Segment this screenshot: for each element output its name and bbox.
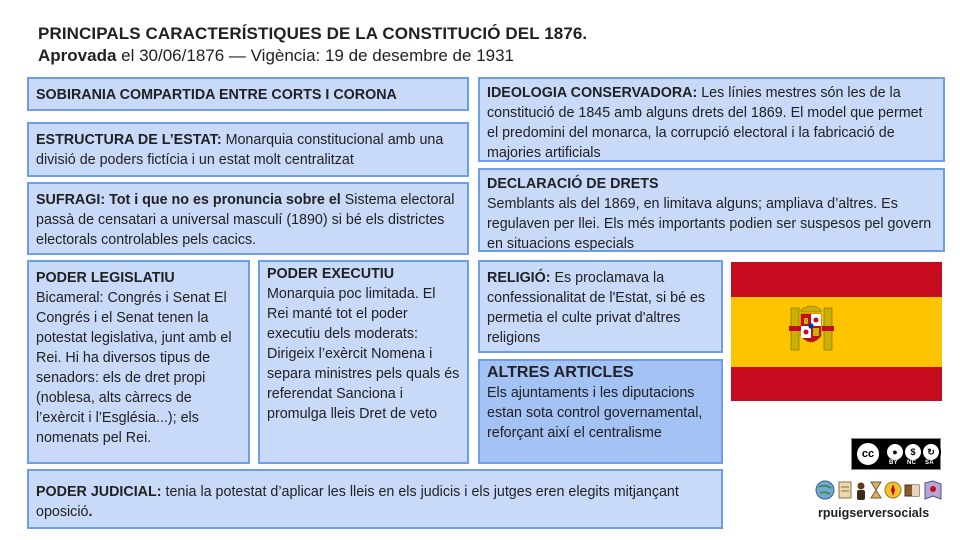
altres-heading: ALTRES ARTICLES	[487, 364, 634, 381]
religio-text: Es proclamava la confessionalitat de l'Estat, si bé es permetia el culte privat d'altres religions	[487, 270, 706, 346]
spanish-flag	[731, 262, 942, 401]
drets-box	[478, 168, 945, 252]
sufragi-text: Sistema electoral passà de censatari a universal masculí (1890) si bé els districtes electorals controlables pels cacics.	[36, 192, 455, 248]
judicial-heading: PODER JUDICIAL:	[36, 484, 162, 500]
judicial-tail: .	[88, 504, 93, 520]
scroll-icon	[839, 482, 851, 498]
brand-label: rpuigserversocials	[818, 506, 930, 520]
religio-heading: RELIGIÓ:	[487, 270, 551, 286]
estructura-box	[27, 122, 469, 177]
page-subtitle	[38, 46, 514, 66]
cc-license-badge	[851, 438, 941, 470]
ideologia-text: Les línies mestres són les de la constitució de 1845 amb alguns drets del 1869. El model que permet el predomini del monarca, la corrupció electoral i la fabricació de majories artificials	[487, 85, 923, 161]
ideologia-box	[478, 77, 945, 162]
sufragi-box	[27, 182, 469, 255]
cc-by-label: BY	[889, 460, 898, 466]
book-icon	[905, 485, 919, 496]
estructura-text: Monarquia constitucional amb una divisió de poders fictícia i un estat molt centralitzat	[36, 132, 444, 168]
flag-stripe-middle	[731, 297, 942, 367]
religio-box	[478, 260, 723, 353]
hourglass-icon	[871, 482, 881, 498]
legislatiu-text: Bicameral: Congrés i Senat El Congrés i el Senat tenen la potestat legislativa, junt amb el Rei. Hi ha diversos tipus de senadors: els de dret propi (noblesa, alts càrrecs de l’exèrcit i l’Església...); els nomenats pel Rei.	[36, 290, 232, 446]
compass-icon	[885, 482, 901, 498]
executiu-text: Monarquia poc limitada. El Rei manté tot el poder executiu dels moderats: Dirigeix l’exèrcit Nomena i separa ministres pels quals és referendat Sanciona i promulga lleis Dret de veto	[267, 286, 460, 422]
person-icon	[857, 483, 865, 501]
judicial-box	[27, 469, 723, 529]
altres-box	[478, 359, 723, 464]
sufragi-heading: SUFRAGI: Tot i que no es pronuncia sobre el	[36, 192, 341, 208]
ideologia-heading: IDEOLOGIA CONSERVADORA:	[487, 85, 698, 101]
executiu-box	[258, 260, 469, 464]
executiu-heading: PODER EXECUTIU	[267, 266, 395, 282]
cc-nc-label: NC	[907, 460, 917, 466]
legislatiu-box	[27, 260, 250, 464]
drets-heading: DECLARACIÓ DE DRETS	[487, 176, 659, 192]
sharealike-icon: ↻	[921, 442, 941, 462]
map-icon	[925, 481, 941, 499]
sobirania-heading: SOBIRANIA COMPARTIDA ENTRE CORTS I CORONA	[36, 87, 397, 103]
sobirania-box	[27, 77, 469, 111]
flag-stripe-top	[731, 262, 942, 297]
legislatiu-heading: PODER LEGISLATIU	[36, 270, 175, 286]
page-title: PRINCIPALS CARACTERÍSTIQUES DE LA CONSTITUCIÓ DEL 1876.	[38, 24, 588, 43]
altres-text: Els ajuntaments i les diputacions estan sota control governamental, reforçant així el centralisme	[487, 385, 703, 441]
judicial-text: tenia la potestat d’aplicar les lleis en els judicis i els jutges eren elegits mitjançant oposició	[36, 484, 679, 520]
attribution-icon: ●	[885, 442, 905, 462]
drets-text: Semblants als del 1869, en limitava alguns; ampliava d’altres. Es regulaven per llei. Els més importants podien ser suspesos pel govern en situacions especials	[487, 196, 932, 252]
subtitle-bold: Aprovada	[38, 46, 117, 65]
globe-icon	[816, 481, 834, 499]
subtitle-dates: el 30/06/1876 — Vigència: 19 de desembre de 1931	[116, 46, 515, 65]
cc-sa-label: SA	[925, 460, 934, 466]
noncommercial-icon: $	[903, 442, 923, 462]
estructura-heading: ESTRUCTURA DE L’ESTAT:	[36, 132, 222, 148]
decorative-icons	[815, 478, 943, 502]
cc-icon: cc	[855, 441, 881, 467]
flag-stripe-bottom	[731, 367, 942, 401]
